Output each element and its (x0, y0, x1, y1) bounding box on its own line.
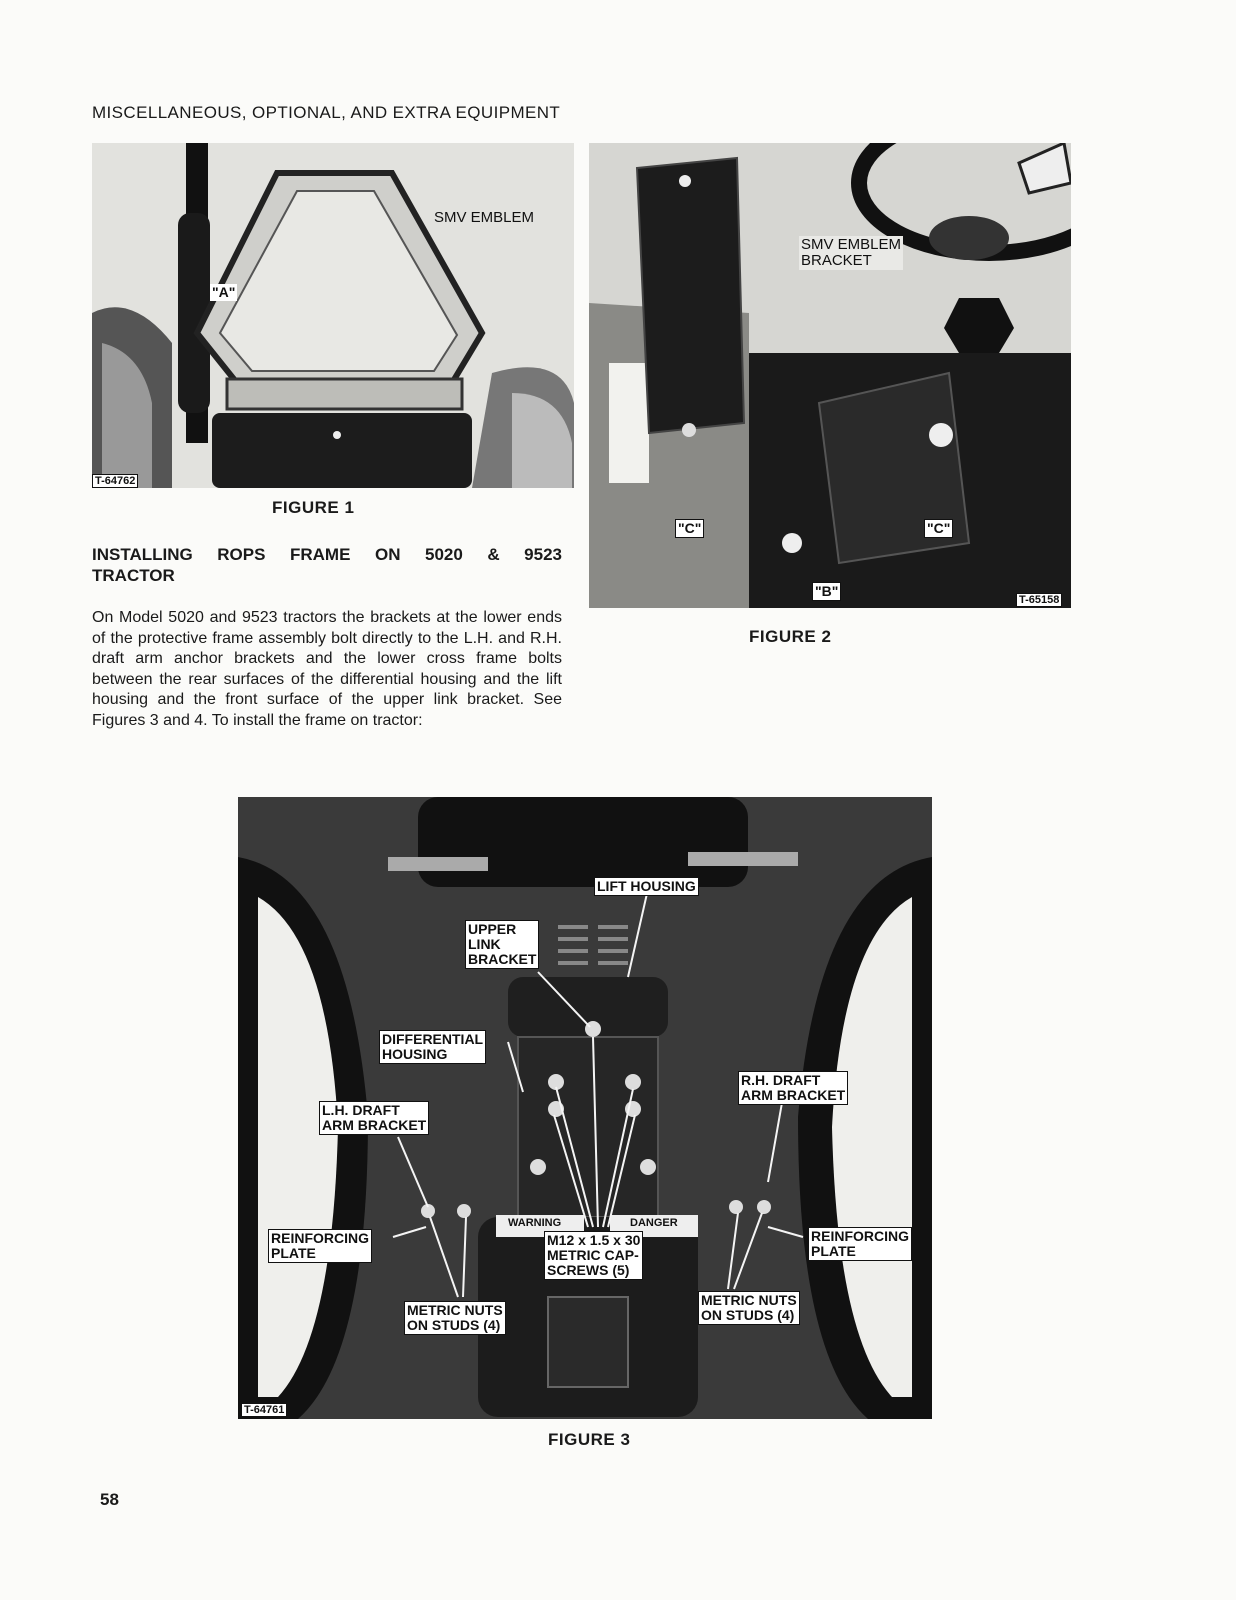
figure-3-photo (238, 797, 932, 1419)
nuts-left-line2: ON STUDS (4) (407, 1317, 501, 1333)
lh-draft-line1: L.H. DRAFT (322, 1102, 400, 1118)
reinforcing-left-line1: REINFORCING (271, 1230, 369, 1246)
figure-2-photo-id: T-65158 (1016, 593, 1062, 607)
nuts-left-line1: METRIC NUTS (407, 1302, 503, 1318)
figure-1-photo-id: T-64762 (92, 474, 138, 488)
figure-1-caption: FIGURE 1 (272, 498, 355, 517)
label-a: "A" (212, 284, 236, 300)
metric-nuts-right-label (698, 1291, 800, 1325)
capscrews-line1: M12 x 1.5 x 30 (547, 1232, 641, 1248)
page-number: 58 (100, 1490, 119, 1509)
reinforcing-left-line2: PLATE (271, 1245, 316, 1261)
figure-1-illustration (92, 143, 574, 488)
label-c-right: "C" (924, 519, 953, 538)
label-c-left: "C" (675, 519, 704, 538)
label-b: "B" (812, 582, 841, 601)
warning-decal-right: DANGER (630, 1217, 678, 1229)
differential-housing-label (379, 1030, 486, 1064)
capscrews-label (544, 1231, 643, 1280)
smv-bracket-label-line1: SMV EMBLEM (801, 236, 902, 253)
figure-3-photo-id: T-64761 (241, 1403, 287, 1417)
smv-bracket-label-line2: BRACKET (801, 252, 872, 269)
lift-housing-label: LIFT HOUSING (594, 877, 699, 896)
upper-link-bracket-label (465, 920, 539, 969)
figure-2-caption: FIGURE 2 (749, 627, 832, 646)
section-heading (92, 544, 562, 586)
heading-word: ON (374, 545, 401, 564)
heading-word: FRAME (289, 545, 351, 564)
heading-word: INSTALLING (92, 545, 193, 564)
differential-line1: DIFFERENTIAL (382, 1031, 484, 1047)
reinforcing-plate-left-label (268, 1229, 372, 1263)
reinforcing-right-line1: REINFORCING (811, 1228, 909, 1244)
figure-1-photo (92, 143, 574, 488)
rh-draft-line2: ARM BRACKET (741, 1087, 846, 1103)
figure-2-illustration (589, 143, 1071, 608)
upper-link-line3: BRACKET (468, 951, 537, 967)
differential-line2: HOUSING (382, 1046, 448, 1062)
metric-nuts-left-label (404, 1301, 506, 1335)
upper-link-line1: UPPER (468, 921, 517, 937)
lh-draft-arm-bracket-label (319, 1101, 429, 1135)
smv-emblem-label: SMV EMBLEM (434, 209, 535, 226)
rh-draft-arm-bracket-label (738, 1071, 848, 1105)
nuts-right-line1: METRIC NUTS (701, 1292, 797, 1308)
figure-3-caption: FIGURE 3 (548, 1430, 631, 1449)
rh-draft-line1: R.H. DRAFT (741, 1072, 821, 1088)
heading-word: ROPS (217, 545, 266, 564)
section-body: On Model 5020 and 9523 tractors the brackets at the lower ends of the protective frame assembly bolt directly to the L.H. and R.H. draft arm anchor brackets and the lower cross frame bolts between the rear surfaces of the differential housing and the lift housing and the front surface of the upper link bracket. See Figures 3 and 4. To install the frame on tractor: (92, 609, 562, 729)
figure-2-photo (589, 143, 1071, 608)
heading-word: 9523 (524, 545, 562, 564)
smv-bracket-label (799, 236, 903, 270)
capscrews-line2: METRIC CAP- (547, 1247, 639, 1263)
warning-decal-left: WARNING (508, 1217, 562, 1229)
section-heading-line1 (92, 544, 562, 565)
upper-link-line2: LINK (468, 936, 501, 952)
heading-word: & (487, 545, 500, 564)
page-header: MISCELLANEOUS, OPTIONAL, AND EXTRA EQUIPMENT (92, 103, 561, 122)
section-heading-line2: TRACTOR (92, 566, 175, 585)
reinforcing-plate-right-label (808, 1227, 912, 1261)
lh-draft-line2: ARM BRACKET (322, 1117, 427, 1133)
reinforcing-right-line2: PLATE (811, 1243, 856, 1259)
nuts-right-line2: ON STUDS (4) (701, 1307, 795, 1323)
heading-word: 5020 (425, 545, 463, 564)
capscrews-line3: SCREWS (5) (547, 1262, 630, 1278)
